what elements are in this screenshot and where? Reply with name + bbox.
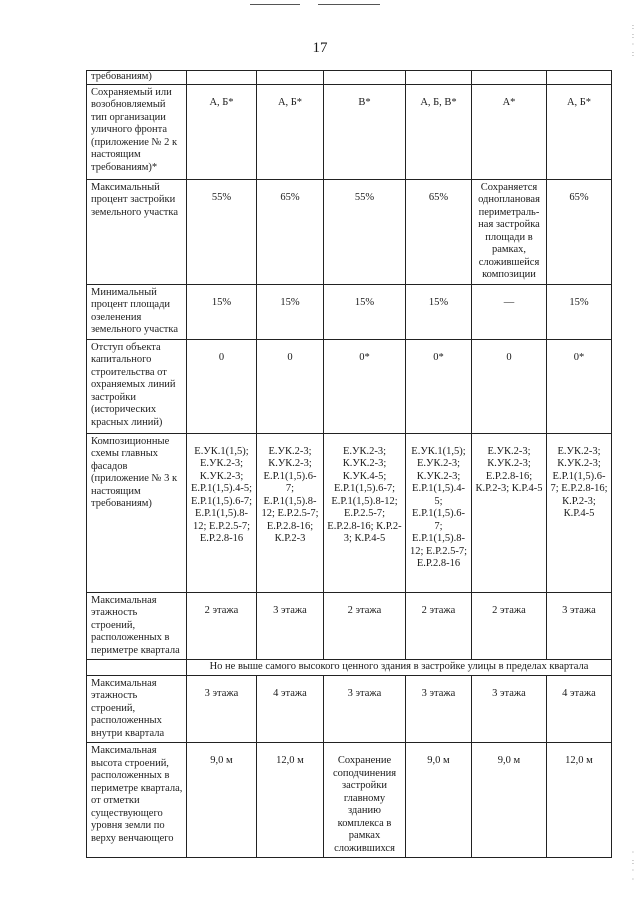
table-cell [472, 675, 547, 743]
cell-value: А, Б* [566, 96, 592, 108]
table-cell [324, 675, 406, 743]
cell-value: 15% [280, 296, 300, 308]
table-cell [472, 84, 547, 179]
cell-value: В* [358, 96, 371, 108]
table-cell [406, 71, 472, 85]
table-cell [324, 179, 406, 284]
row-label: Максимальный процент застройки земельного участка [87, 179, 187, 284]
table-row [87, 592, 612, 660]
table-row [87, 179, 612, 284]
cell-value: 0 [287, 351, 293, 363]
cell-value: 15% [354, 296, 375, 308]
table-cell [472, 592, 547, 660]
cell-value: 9,0 м [497, 755, 521, 766]
cell-value: Е.УК.2-3; К.УК.2-3; Е.Р.1(1,5).6-7; Е.Р.1(1,5).8-12; Е.Р.2.5-7; Е.Р.2.8-16; К.Р.2-3 [261, 445, 319, 544]
row-label [87, 660, 187, 676]
cell-value: 4 этажа [562, 687, 596, 699]
table-cell [547, 743, 612, 858]
table-cell: Сохраняется одноплановая периметраль-ная застройка площади в рамках, сложившейся композиции [472, 179, 547, 284]
table-row [87, 84, 612, 179]
table-cell [257, 743, 324, 858]
table-cell [187, 675, 257, 743]
table-cell [406, 592, 472, 660]
table-cell [547, 339, 612, 433]
row-label: Композиционные схемы главных фасадов (приложение № 3 к настоящим требованиям) [87, 433, 187, 592]
table-cell [324, 592, 406, 660]
cell-value: А, Б, В* [420, 96, 457, 108]
row-label: Отступ объекта капитального строительства от охраняемых линий застройки (исторических красных линий) [87, 339, 187, 433]
table-cell [406, 433, 472, 592]
table-cell [406, 339, 472, 433]
row-label: Минимальный процент площади озеленения земельного участка [87, 284, 187, 339]
table-cell [257, 179, 324, 284]
cell-value: 2 этажа [421, 604, 456, 616]
cell-value: 55% [354, 191, 375, 203]
edge-marks-top: : : · : [631, 22, 635, 58]
table-cell [472, 433, 547, 592]
cell-value: 3 этажа [273, 604, 307, 616]
cell-value: 15% [211, 296, 232, 308]
cell-value: 9,0 м [210, 755, 233, 766]
table-cell [547, 84, 612, 179]
cell-value: 15% [569, 296, 589, 308]
cell-value: 2 этажа [347, 604, 382, 616]
table-cell [547, 592, 612, 660]
cell-value: 2 этажа [492, 604, 526, 616]
table-cell [257, 675, 324, 743]
table-cell [324, 743, 406, 858]
table-cell [547, 179, 612, 284]
cell-value: 3 этажа [204, 687, 239, 699]
table-row [87, 284, 612, 339]
table-row [87, 660, 612, 676]
table-cell [257, 592, 324, 660]
cell-value: Е.УК.2-3; К.УК.2-3; Е.Р.2.8-16; К.Р.2-3; К.Р.4-5 [475, 445, 543, 494]
table-cell [257, 433, 324, 592]
cell-value: 12,0 м [565, 755, 593, 766]
cell-value: 65% [428, 191, 449, 203]
cell-value: 0* [433, 351, 444, 363]
table-cell [324, 339, 406, 433]
table-cell [472, 339, 547, 433]
cell-value: 0 [506, 351, 512, 363]
cell-value: Е.УК.1(1,5); Е.УК.2-3; К.УК.2-3; Е.Р.1(1,5).4-5; Е.Р.1(1,5).6-7; Е.Р.1(1,5).8-12; Е.Р.2.5-7; Е.Р.2.8-16 [409, 445, 468, 569]
top-rule-left [250, 4, 300, 5]
edge-marks-bottom: · : · · [631, 848, 635, 884]
table-cell [187, 179, 257, 284]
cell-value: — [503, 296, 515, 308]
table-cell [324, 71, 406, 85]
table-cell [187, 339, 257, 433]
table-cell [324, 433, 406, 592]
cell-value: 2 этажа [204, 604, 239, 616]
row-label: Максимальная высота строений, расположенных в периметре квартала, от отметки существующего уровня земли по верху венчающего [87, 743, 187, 858]
table-cell [187, 433, 257, 592]
table-cell [547, 433, 612, 592]
cell-value: А, Б* [277, 96, 303, 108]
cell-value: 3 этажа [347, 687, 382, 699]
table-cell [187, 71, 257, 85]
cell-value: 4 этажа [273, 687, 307, 699]
table-cell [406, 179, 472, 284]
cell-value: 3 этажа [421, 687, 456, 699]
table-row [87, 743, 612, 858]
top-rule-right [318, 4, 380, 5]
table-cell [187, 84, 257, 179]
row-label: Максимальная этажность строений, расположенных внутри квартала [87, 675, 187, 743]
table-cell [257, 71, 324, 85]
cell-value: 9,0 м [427, 755, 450, 766]
table-cell [257, 284, 324, 339]
table-row [87, 433, 612, 592]
table-cell [472, 743, 547, 858]
table-cell [187, 743, 257, 858]
requirements-table [86, 70, 612, 858]
cell-value: А* [502, 96, 516, 108]
table-cell [472, 71, 547, 85]
cell-value: Е.УК.2-3; К.УК.2-3; Е.Р.1(1,5).6-7; Е.Р.2.8-16; К.Р.2-3; К.Р.4-5 [550, 445, 608, 519]
cell-value: Е.УК.2-3; К.УК.2-3; К.УК.4-5; Е.Р.1(1,5).6-7; Е.Р.1(1,5).8-12; Е.Р.2.5-7; Е.Р.2.8-16; К.Р.2-3; К.Р.4-5 [327, 445, 402, 544]
cell-value: 0* [573, 351, 585, 363]
cell-value: 3 этажа [562, 604, 596, 616]
cell-value: 65% [569, 191, 589, 203]
cell-value: 12,0 м [276, 755, 304, 766]
table-cell [547, 71, 612, 85]
cell-value: Е.УК.1(1,5); Е.УК.2-3; К.УК.2-3; Е.Р.1(1,5).4-5; Е.Р.1(1,5).6-7; Е.Р.1(1,5).8-12; Е.Р.2.5-7; Е.Р.2.8-16 [190, 445, 253, 544]
cell-value: 0* [359, 351, 370, 363]
cell-value: 55% [211, 191, 232, 203]
table-row [87, 339, 612, 433]
table-row [87, 71, 612, 85]
table-cell [324, 84, 406, 179]
table-cell [257, 84, 324, 179]
page-number: 17 [312, 40, 328, 56]
cell-value: 15% [428, 296, 449, 308]
table-cell [472, 284, 547, 339]
table-cell [406, 743, 472, 858]
table-cell [547, 284, 612, 339]
row-label: Сохраняемый или возобновляемый тип организации уличного фронта (приложение № 2 к настоящим требованиям)* [87, 84, 187, 179]
cell-value: 3 этажа [492, 687, 526, 699]
cell-value: Сохранение соподчинения застройки главному зданию комплекса в рамках сложившихся [332, 755, 397, 854]
cell-value: 0 [218, 351, 225, 363]
cell-value: 65% [280, 191, 300, 203]
row-label: Максимальная этажность строений, расположенных в периметре квартала [87, 592, 187, 660]
table-cell [547, 675, 612, 743]
table-cell [187, 284, 257, 339]
table-cell [406, 675, 472, 743]
span-note: Но не выше самого высокого ценного здания в застройке улицы в пределах квартала [187, 660, 612, 676]
table-cell [257, 339, 324, 433]
table-cell [406, 284, 472, 339]
table-cell [406, 84, 472, 179]
cell-value: А, Б* [209, 96, 234, 108]
table-row [87, 675, 612, 743]
row-label: требованиям) [87, 71, 187, 85]
table-cell [187, 592, 257, 660]
table-cell [324, 284, 406, 339]
